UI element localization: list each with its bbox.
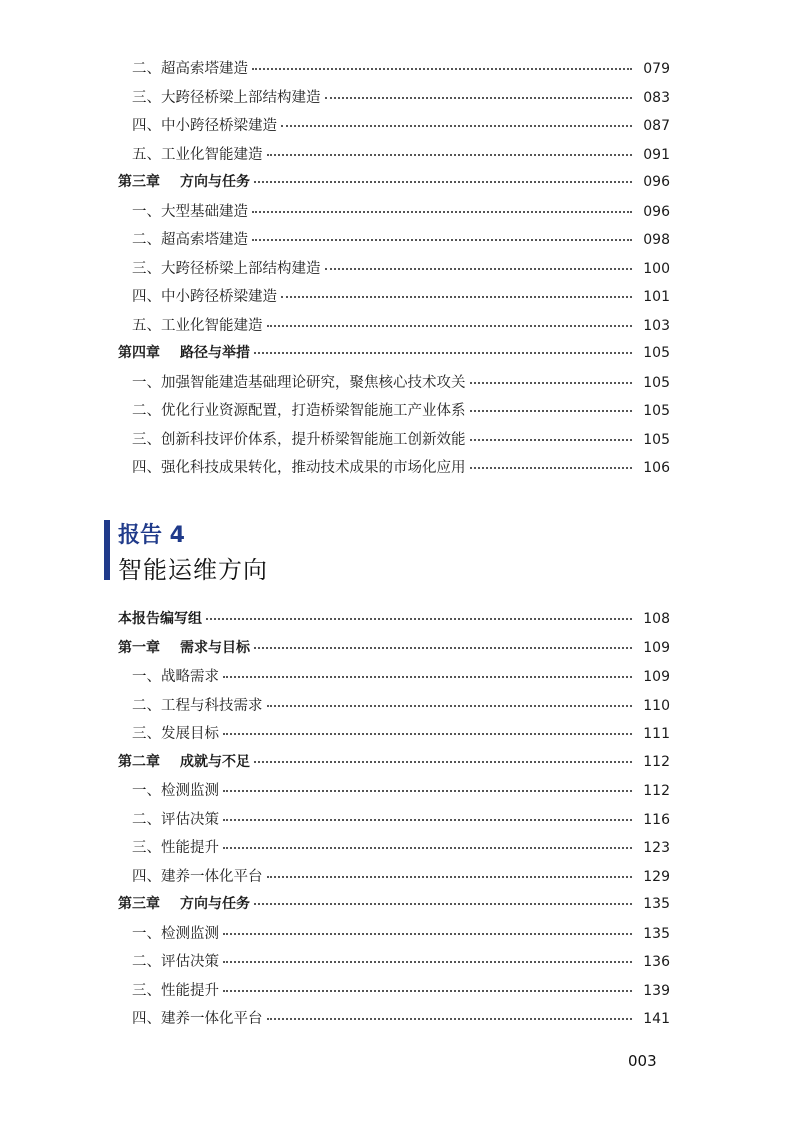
report-label: 报告 4 xyxy=(118,523,185,548)
toc-page-ref: 103 xyxy=(643,317,670,334)
toc-page-ref: 083 xyxy=(643,89,670,106)
toc-entry-title: 本报告编写组 xyxy=(118,611,202,627)
toc-entry-title: 二、超高索塔建造 xyxy=(132,232,248,248)
toc-page-ref: 110 xyxy=(643,697,670,714)
dot-leader xyxy=(267,704,633,707)
toc-entry[interactable] xyxy=(118,285,670,314)
dot-leader xyxy=(223,846,632,849)
toc-entry[interactable] xyxy=(118,314,670,343)
toc-page-ref: 106 xyxy=(643,460,670,476)
chapter-title: 路径与举措 xyxy=(180,345,250,361)
toc-page-ref: 112 xyxy=(643,783,670,799)
toc-entry-title: 三、大跨径桥梁上部结构建造 xyxy=(132,89,321,106)
toc-entry-title: 三、创新科技评价体系，提升桥梁智能施工创新效能 xyxy=(132,431,466,448)
toc-page-ref: 105 xyxy=(643,374,670,391)
toc-entry[interactable] xyxy=(118,143,670,172)
toc-page-ref: 129 xyxy=(643,868,670,885)
toc-chapter-entry[interactable] xyxy=(118,893,670,922)
dot-leader xyxy=(325,267,633,270)
toc-page-ref: 100 xyxy=(643,260,670,277)
dot-leader xyxy=(206,617,632,620)
toc-page-ref: 105 xyxy=(643,431,670,448)
toc-page-ref: 109 xyxy=(643,639,670,656)
toc-page-ref: 111 xyxy=(643,726,670,742)
toc-entry-title xyxy=(118,171,250,191)
toc-page-ref: 141 xyxy=(643,1011,670,1027)
chapter-title: 方向与任务 xyxy=(180,896,250,912)
toc-entry-title: 一、加强智能建造基础理论研究，聚焦核心技术攻关 xyxy=(132,374,466,391)
dot-leader xyxy=(254,351,632,354)
toc-page-ref: 135 xyxy=(643,896,670,912)
toc-page-ref: 105 xyxy=(643,403,670,419)
toc-top-list xyxy=(118,57,670,485)
dot-leader xyxy=(254,760,632,763)
toc-entry[interactable] xyxy=(118,950,670,979)
toc-chapter-entry[interactable] xyxy=(118,637,670,666)
toc-entry[interactable] xyxy=(118,1007,670,1036)
toc-entry-title: 四、强化科技成果转化，推动技术成果的市场化应用 xyxy=(132,460,466,476)
toc-page-ref: 112 xyxy=(643,753,670,770)
dot-leader xyxy=(267,1017,633,1020)
toc-entry[interactable] xyxy=(118,57,670,86)
dot-leader xyxy=(223,989,632,992)
toc-entry[interactable] xyxy=(118,836,670,865)
dot-leader xyxy=(252,210,632,213)
toc-entry-title: 二、评估决策 xyxy=(132,811,219,828)
toc-chapter-entry[interactable] xyxy=(118,608,670,637)
toc-page-ref: 087 xyxy=(643,118,670,134)
toc-entry-title: 三、发展目标 xyxy=(132,726,219,742)
toc-entry-title xyxy=(118,751,250,771)
dot-leader xyxy=(281,124,632,127)
toc-page-ref: 108 xyxy=(643,611,670,627)
dot-leader xyxy=(252,238,632,241)
toc-entry-title: 四、中小跨径桥梁建造 xyxy=(132,118,277,134)
dot-leader xyxy=(223,932,632,935)
toc-entry[interactable] xyxy=(118,399,670,428)
chapter-title: 需求与目标 xyxy=(180,639,250,656)
toc-page-ref: 123 xyxy=(643,840,670,856)
toc-entry[interactable] xyxy=(118,428,670,457)
dot-leader xyxy=(223,732,632,735)
toc-entry-title: 三、大跨径桥梁上部结构建造 xyxy=(132,260,321,277)
toc-entry-title: 二、评估决策 xyxy=(132,954,219,970)
toc-chapter-entry[interactable] xyxy=(118,342,670,371)
chapter-title: 方向与任务 xyxy=(180,174,250,190)
toc-entry[interactable] xyxy=(118,371,670,400)
dot-leader xyxy=(254,902,632,905)
report-title: 智能运维方向 xyxy=(118,556,268,584)
toc-entry-title: 三、性能提升 xyxy=(132,840,219,856)
dot-leader xyxy=(254,646,632,649)
toc-entry-title: 五、工业化智能建造 xyxy=(132,146,263,163)
chapter-number: 第三章 xyxy=(118,174,160,190)
toc-page-ref: 096 xyxy=(643,174,670,190)
toc-entry-title: 三、性能提升 xyxy=(132,982,219,999)
toc-page-ref: 136 xyxy=(643,954,670,970)
toc-entry-title: 一、检测监测 xyxy=(132,783,219,799)
toc-page-ref: 096 xyxy=(643,203,670,220)
chapter-number: 第一章 xyxy=(118,639,160,656)
toc-page-ref: 109 xyxy=(643,669,670,685)
dot-leader xyxy=(470,381,633,384)
toc-chapter-entry[interactable] xyxy=(118,171,670,200)
toc-page-ref: 135 xyxy=(643,925,670,942)
chapter-number: 第四章 xyxy=(118,345,160,361)
toc-entry[interactable] xyxy=(118,865,670,894)
toc-page-ref: 105 xyxy=(643,345,670,361)
toc-entry[interactable] xyxy=(118,779,670,808)
toc-entry[interactable] xyxy=(118,228,670,257)
dot-leader xyxy=(254,180,632,183)
toc-entry-title xyxy=(118,637,250,657)
toc-entry-title: 一、大型基础建造 xyxy=(132,203,248,220)
dot-leader xyxy=(470,409,633,412)
dot-leader xyxy=(281,295,632,298)
toc-entry-title: 二、超高索塔建造 xyxy=(132,61,248,77)
chapter-number: 第二章 xyxy=(118,753,160,770)
toc-entry[interactable] xyxy=(118,979,670,1008)
toc-page-ref: 098 xyxy=(643,232,670,248)
dot-leader xyxy=(252,67,632,70)
toc-entry-title: 四、建养一体化平台 xyxy=(132,1011,263,1027)
toc-entry-title: 四、中小跨径桥梁建造 xyxy=(132,289,277,305)
toc-entry[interactable] xyxy=(118,694,670,723)
toc-bottom-list xyxy=(118,608,670,1036)
toc-entry[interactable] xyxy=(118,808,670,837)
toc-page-ref: 139 xyxy=(643,982,670,999)
toc-entry[interactable] xyxy=(118,665,670,694)
dot-leader xyxy=(470,438,633,441)
chapter-title: 成就与不足 xyxy=(180,753,250,770)
toc-entry[interactable] xyxy=(118,114,670,143)
dot-leader xyxy=(470,466,633,469)
dot-leader xyxy=(223,960,632,963)
toc-page-ref: 079 xyxy=(643,61,670,77)
dot-leader xyxy=(223,789,632,792)
toc-entry-title: 二、工程与科技需求 xyxy=(132,697,263,714)
toc-entry[interactable] xyxy=(118,86,670,115)
toc-entry-title: 五、工业化智能建造 xyxy=(132,317,263,334)
toc-entry-title: 二、优化行业资源配置，打造桥梁智能施工产业体系 xyxy=(132,403,466,419)
toc-entry[interactable] xyxy=(118,257,670,286)
toc-entry-title: 一、战略需求 xyxy=(132,669,219,685)
toc-entry[interactable] xyxy=(118,722,670,751)
toc-entry-title xyxy=(118,893,250,913)
dot-leader xyxy=(267,153,633,156)
dot-leader xyxy=(223,818,632,821)
chapter-number: 第三章 xyxy=(118,896,160,912)
toc-page-ref: 116 xyxy=(643,811,670,828)
toc-page-ref: 091 xyxy=(643,146,670,163)
toc-chapter-entry[interactable] xyxy=(118,751,670,780)
dot-leader xyxy=(325,96,633,99)
toc-entry-title: 一、检测监测 xyxy=(132,925,219,942)
toc-entry[interactable] xyxy=(118,200,670,229)
toc-entry[interactable] xyxy=(118,922,670,951)
report-accent-bar xyxy=(104,520,110,580)
page-number: 003 xyxy=(628,1052,657,1070)
toc-entry[interactable] xyxy=(118,456,670,485)
toc-entry-title: 四、建养一体化平台 xyxy=(132,868,263,885)
toc-page-ref: 101 xyxy=(643,289,670,305)
dot-leader xyxy=(223,675,632,678)
dot-leader xyxy=(267,324,633,327)
dot-leader xyxy=(267,875,633,878)
toc-entry-title xyxy=(118,342,250,362)
